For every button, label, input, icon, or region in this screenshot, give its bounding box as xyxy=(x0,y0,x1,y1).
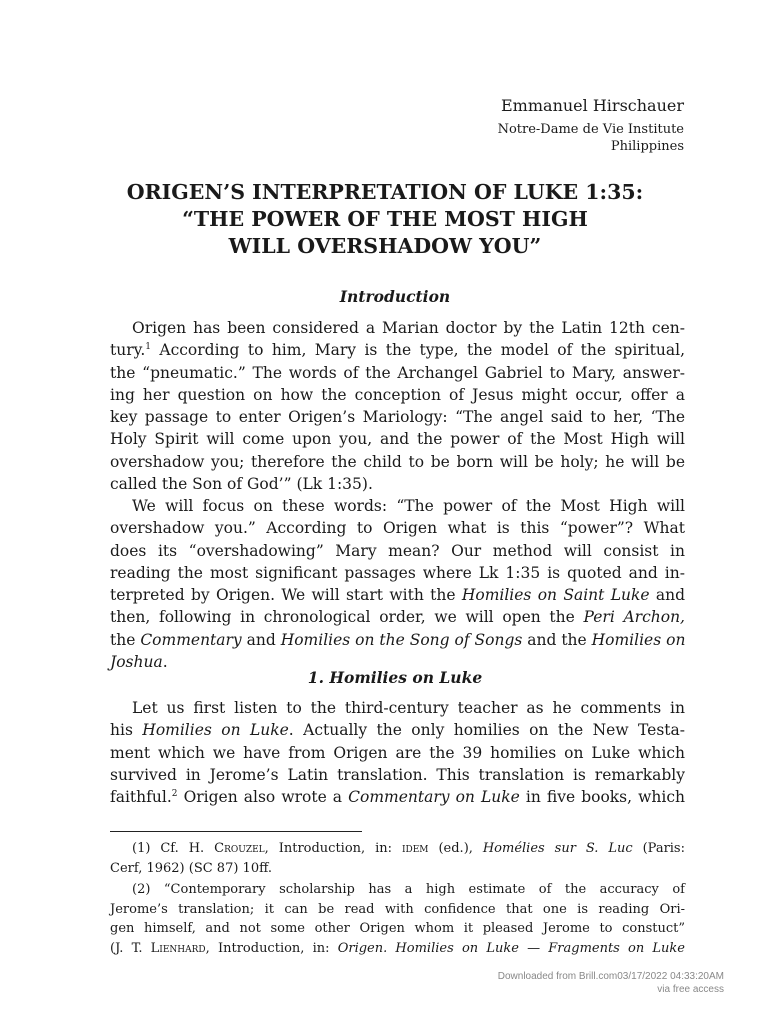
text-line: ing her question on how the conception of Jesus might occur, offer a xyxy=(110,385,685,404)
text-span: in five books, which xyxy=(519,788,685,807)
footnote-number: (2) xyxy=(132,882,151,897)
author-affiliation xyxy=(498,121,684,155)
italic-title: Peri Archon, xyxy=(583,608,685,627)
text-span: then, following in chronological order, we will open the xyxy=(110,608,584,627)
text-line: does its “overshadowing” Mary mean? Our method will consist in xyxy=(110,541,685,560)
text-line xyxy=(110,839,685,859)
text-span: terpreted by Origen. We will start with the xyxy=(110,586,456,605)
text-line xyxy=(110,719,685,741)
italic-title: Commentary xyxy=(140,630,242,649)
footnote-2 xyxy=(110,880,685,958)
section-heading-homilies-on-luke: 1. Homilies on Luke xyxy=(307,668,483,687)
footnote-ref-1[interactable]: 1 xyxy=(145,342,151,353)
intro-paragraph-1 xyxy=(110,317,685,495)
italic-title: Homélies sur S. Luc xyxy=(482,841,633,856)
author-smallcaps: Lienhard xyxy=(150,940,206,956)
affiliation-line: Philippines xyxy=(610,139,684,154)
text-line: reading the most significant passages where Lk 1:35 is quoted and in- xyxy=(110,563,685,582)
text-span: . xyxy=(162,653,168,672)
footnote-separator xyxy=(110,831,362,832)
text-line xyxy=(110,629,685,651)
italic-title: Joshua xyxy=(110,653,163,672)
author-name: Emmanuel Hirschauer xyxy=(501,96,684,115)
text-line: Origen has been considered a Marian doctor by the Latin 12th cen- xyxy=(132,319,685,337)
download-notice xyxy=(498,970,724,996)
text-line: the “pneumatic.” The words of the Archangel Gabriel to Mary, answer- xyxy=(110,363,685,382)
text-line xyxy=(110,339,685,361)
text-line: key passage to enter Origen’s Mariology: “The angel said to her, ‘The xyxy=(110,408,685,427)
italic-title: Commentary on Luke xyxy=(348,788,520,807)
footnote-ref-2[interactable]: 2 xyxy=(171,789,178,800)
text-line: overshadow you; therefore the child to be born will be holy; he will be xyxy=(110,452,685,471)
italic-title: Homilies on Saint Luke xyxy=(461,586,650,605)
author-smallcaps: idem xyxy=(401,841,429,856)
italic-title: Origen. Homilies on Luke — Fragments on Luke xyxy=(337,940,685,956)
footnote-number: (1) xyxy=(132,841,151,856)
title-line: “THE POWER OF THE MOST HIGH xyxy=(182,207,588,231)
text-span: the xyxy=(110,630,141,649)
text-line xyxy=(110,606,685,628)
text-span: and xyxy=(241,630,281,649)
text-line xyxy=(110,786,685,808)
intro-paragraph-2 xyxy=(110,495,685,673)
author-smallcaps: Crouzel xyxy=(214,841,265,856)
title-line: WILL OVERSHADOW YOU” xyxy=(228,234,542,258)
text-line: ment which we have from Origen are the 39 homilies on Luke which xyxy=(110,743,685,762)
text-line: Let us first listen to the third-century teacher as he comments in xyxy=(132,699,685,717)
text-span: . Actually the only homilies on the New Testa- xyxy=(288,721,685,740)
italic-title: Homilies on Luke xyxy=(142,721,289,740)
text-span: and xyxy=(649,586,686,605)
text-span: (J. T. xyxy=(110,940,151,956)
article-title xyxy=(90,179,680,260)
text-span: (ed.), xyxy=(428,841,483,856)
text-span: According to him, Mary is the type, the model of the spiritual, xyxy=(150,341,685,360)
text-span: and the xyxy=(522,630,592,649)
text-line: Cerf, 1962) (SC 87) 10ff. xyxy=(110,860,273,876)
text-span: his xyxy=(110,721,143,740)
affiliation-line: Notre-Dame de Vie Institute xyxy=(497,122,684,137)
text-span: Cf. H. xyxy=(160,841,215,856)
section1-paragraph-1 xyxy=(110,697,685,808)
text-span: (Paris: xyxy=(632,841,685,856)
text-line: called the Son of God’” (Lk 1:35). xyxy=(110,475,373,494)
footnote-1 xyxy=(110,839,685,878)
text-span: faithful. xyxy=(110,788,172,807)
italic-title: Homilies on the Song of Songs xyxy=(280,630,523,649)
text-line: overshadow you.” According to Origen what is this “power”? What xyxy=(110,519,685,538)
text-line xyxy=(110,880,685,900)
text-span: , Introduction, in: xyxy=(264,841,402,856)
download-line: via free access xyxy=(657,984,724,995)
download-line: Downloaded from Brill.com03/17/2022 04:33:20AM xyxy=(497,971,724,982)
text-line xyxy=(110,584,685,606)
text-span: Origen also wrote a xyxy=(177,788,349,807)
text-line: survived in Jerome’s Latin translation. This translation is remarkably xyxy=(110,765,685,784)
title-line: ORIGEN’S INTERPRETATION OF LUKE 1:35: xyxy=(126,180,644,204)
text-span: , Introduction, in: xyxy=(205,940,338,956)
text-line: Holy Spirit will come upon you, and the power of the Most High will xyxy=(110,430,685,449)
text-line: gen himself, and not some other Origen whom it pleased Jerome to constuct” xyxy=(110,921,685,936)
italic-title: Homilies on xyxy=(591,630,686,649)
text-line: We will focus on these words: “The power of the Most High will xyxy=(132,497,685,515)
text-line xyxy=(110,939,685,959)
section-heading-introduction: Introduction xyxy=(339,287,451,306)
text-span: “Contemporary scholarship has a high estimate of the accuracy of xyxy=(163,882,685,897)
text-span: tury. xyxy=(110,341,146,360)
text-line: Jerome’s translation; it can be read with confidence that one is reading Ori- xyxy=(110,901,685,917)
